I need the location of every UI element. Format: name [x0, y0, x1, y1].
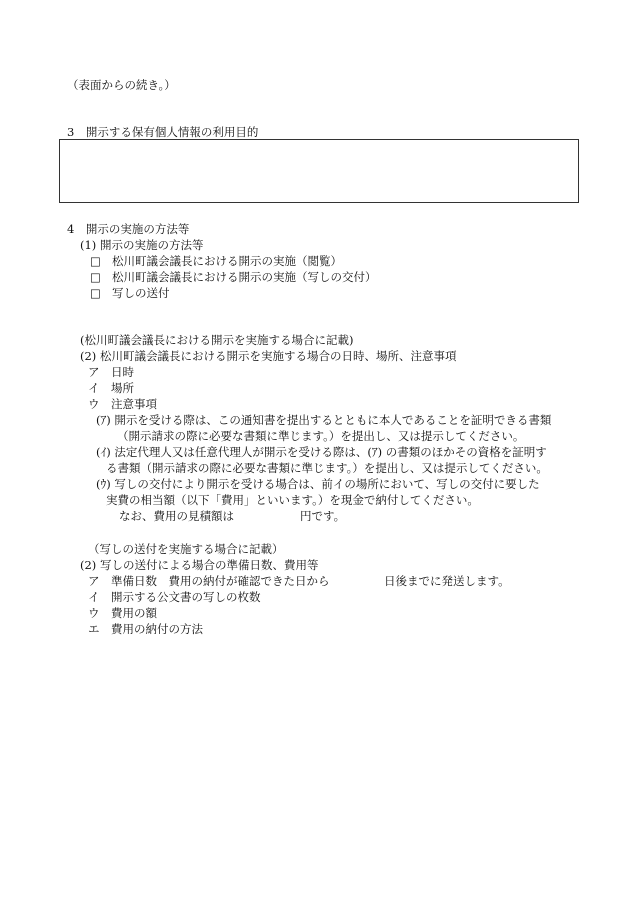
- note-line: (ｲ) 法定代理人又は任意代理人が開示を受ける際は、(ｱ) の書類のほかその資格を証明す: [96, 445, 547, 459]
- option-viewing[interactable]: [90, 254, 342, 268]
- note-line: る書類（開示請求の際に必要な書類に準じます。）を提出し、又は提示してください。: [106, 461, 548, 475]
- sub2a-notes-title: ウ 注意事項: [88, 397, 157, 411]
- section4-title: 4 開示の実施の方法等: [67, 222, 190, 236]
- sub2a-note: (松川町議会議長における開示を実施する場合に記載): [80, 333, 354, 347]
- prep-days-prefix: ア 準備日数 費用の納付が確認できた日から: [88, 574, 330, 588]
- option-copy-send[interactable]: [90, 286, 170, 300]
- purpose-box[interactable]: [59, 139, 579, 203]
- sub2a-datetime: ア 日時: [88, 365, 134, 379]
- checkbox-icon: □: [90, 286, 101, 300]
- checkbox-icon: □: [90, 270, 101, 284]
- section3-title: 3 開示する保有個人情報の利用目的: [67, 125, 259, 139]
- continuation-note: （表面からの続き。）: [67, 78, 176, 92]
- estimate-suffix: 円です。: [300, 509, 346, 523]
- note-line: (ｱ) 開示を受ける際は、この通知書を提出するとともに本人であることを証明できる書類: [96, 413, 552, 427]
- option-label: 松川町議会議長における開示の実施（写しの交付）: [112, 270, 377, 284]
- prep-days-suffix: 日後までに発送します。: [384, 574, 510, 588]
- option-label: 松川町議会議長における開示の実施（閲覧）: [112, 254, 342, 268]
- copy-count: イ 開示する公文書の写しの枚数: [88, 590, 261, 604]
- sub2a-title: (2) 松川町議会議長における開示を実施する場合の日時、場所、注意事項: [80, 349, 457, 363]
- option-label: 写しの送付: [112, 286, 170, 300]
- fee-amount: ウ 費用の額: [88, 606, 157, 620]
- note-line: 実費の相当額（以下「費用」といいます。）を現金で納付してください。: [106, 493, 479, 507]
- option-copy-issue[interactable]: [90, 270, 377, 284]
- checkbox-icon: □: [90, 254, 101, 268]
- estimate-prefix: なお、費用の見積額は: [119, 509, 234, 523]
- note-line: （開示請求の際に必要な書類に準じます。）を提出し、又は提示してください。: [117, 429, 525, 443]
- payment-method: エ 費用の納付の方法: [88, 622, 203, 636]
- sub2a-place: イ 場所: [88, 381, 134, 395]
- note-line: (ｳ) 写しの交付により開示を受ける場合は、前イの場所において、写しの交付に要した: [96, 477, 540, 491]
- sub1-title: (1) 開示の実施の方法等: [80, 238, 204, 252]
- sub2b-title: (2) 写しの送付による場合の準備日数、費用等: [80, 558, 319, 572]
- sub2b-note: （写しの送付を実施する場合に記載）: [88, 542, 284, 556]
